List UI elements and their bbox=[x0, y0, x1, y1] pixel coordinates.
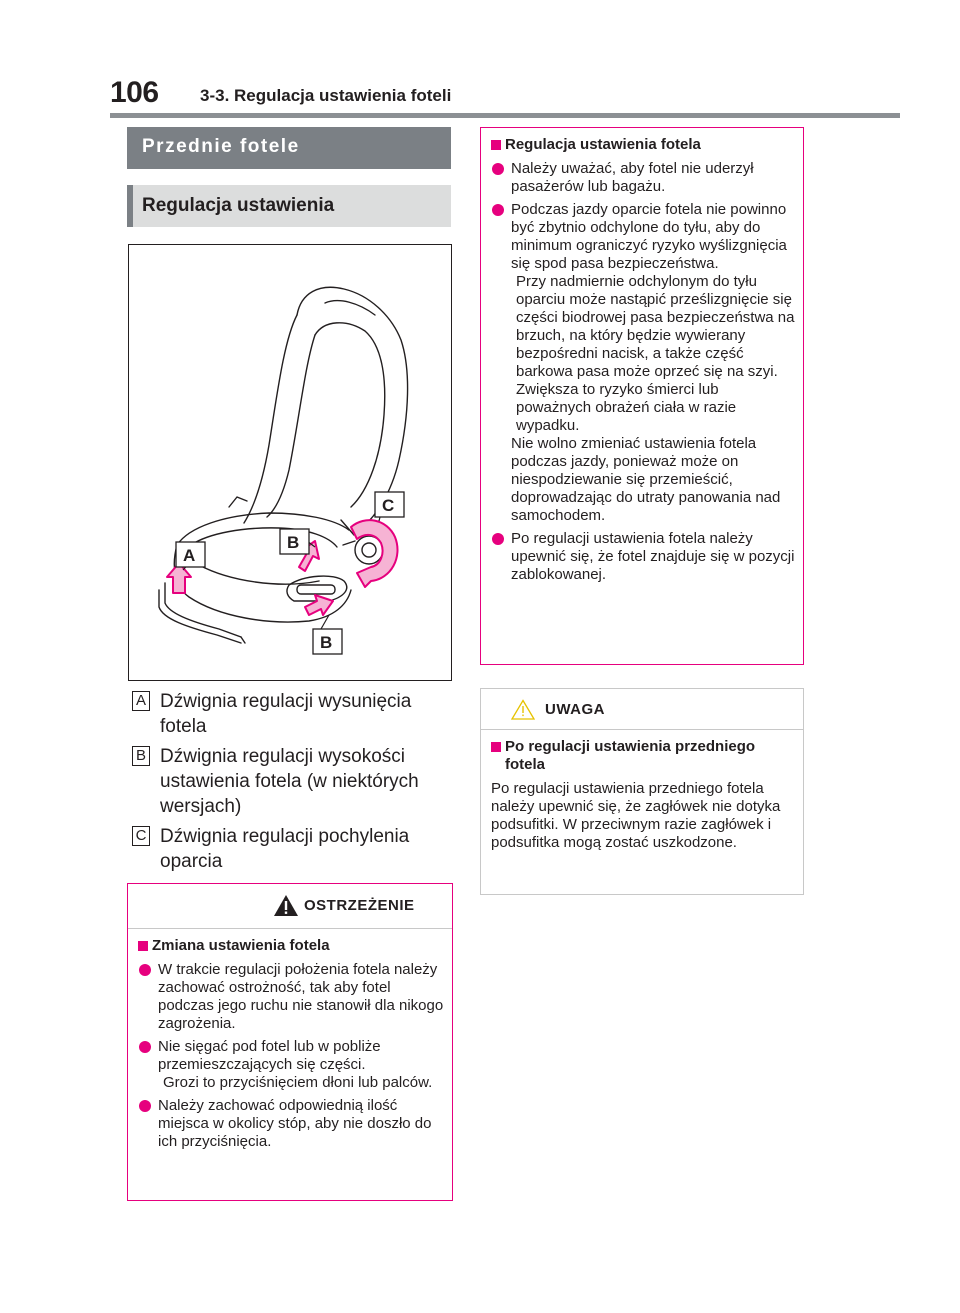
callout-c: C bbox=[382, 496, 395, 515]
warning-title: OSTRZEŻENIE bbox=[304, 897, 415, 914]
warning-bullet bbox=[138, 961, 444, 1033]
warning-header bbox=[128, 884, 452, 929]
caution-triangle-outline-icon bbox=[511, 699, 535, 720]
warning-subheading-text: Zmiana ustawienia fotela bbox=[152, 937, 330, 954]
callout-b-bottom: B bbox=[320, 633, 333, 652]
bullet-dot-icon bbox=[139, 1100, 151, 1112]
square-bullet-icon bbox=[138, 941, 148, 951]
bullet-dot-icon bbox=[492, 163, 504, 175]
legend-text: Dźwignia regulacji wysokości ustawienia fotela (w niektórych wersjach) bbox=[160, 746, 419, 817]
warning-subheading bbox=[138, 937, 444, 955]
banner-stripe bbox=[127, 185, 133, 227]
legend-key: C bbox=[132, 826, 150, 846]
legend-text: Dźwignia regulacji pochylenia oparcia bbox=[160, 826, 410, 872]
continued-bullet-text: Po regulacji ustawienia fotela należy upewnić się, że fotel znajduje się w pozycji zablokowanej. bbox=[511, 530, 795, 583]
section-title: 3-3. Regulacja ustawienia foteli bbox=[200, 86, 452, 105]
legend-text: Dźwignia regulacji wysunięcia fotela bbox=[160, 691, 412, 737]
continued-bullet bbox=[491, 530, 795, 584]
warning-bullet bbox=[138, 1097, 444, 1151]
legend-item-a bbox=[127, 689, 451, 739]
page-number: 106 bbox=[110, 76, 159, 109]
notice-header bbox=[481, 689, 803, 730]
seat-drawing bbox=[129, 245, 451, 680]
main-heading: Przednie fotele bbox=[142, 136, 300, 157]
legend bbox=[127, 689, 451, 879]
continued-body bbox=[481, 128, 803, 597]
legend-key: B bbox=[132, 746, 150, 766]
warning-triangle-icon bbox=[273, 894, 299, 917]
notice-body bbox=[481, 730, 803, 865]
main-heading-banner bbox=[127, 127, 451, 169]
warning-bullet-text: Nie sięgać pod fotel lub w pobliże przemieszczających się części. bbox=[158, 1038, 381, 1073]
notice-subheading-text: Po regulacji ustawienia przedniego fotela bbox=[505, 738, 756, 773]
notice-text: Po regulacji ustawienia przedniego fotela należy upewnić się, że zagłówek nie dotyka podsufitki. W przeciwnym razie zagłówek i podsufitka mogą zostać uszkodzone. bbox=[491, 780, 781, 851]
continued-subheading bbox=[491, 136, 795, 154]
continued-bullet bbox=[491, 201, 795, 525]
warning-box bbox=[127, 883, 453, 1201]
sub-heading: Regulacja ustawienia bbox=[142, 195, 335, 216]
seat-illustration bbox=[128, 244, 452, 681]
bullet-dot-icon bbox=[492, 533, 504, 545]
continued-subheading-text: Regulacja ustawienia fotela bbox=[505, 136, 701, 153]
legend-key: A bbox=[132, 691, 150, 711]
warning-bullet bbox=[138, 1038, 444, 1092]
notice-box bbox=[480, 688, 804, 895]
continued-bullet-para: Nie wolno zmieniać ustawienia fotela podczas jazdy, ponieważ może on niespodziewanie się przemieścić, doprowadzając do utraty panowania nad samochodem. bbox=[511, 435, 781, 524]
continued-bullet-text: Należy uważać, aby fotel nie uderzył pasażerów lub bagażu. bbox=[511, 160, 754, 195]
continued-bullet-para: Przy nadmiernie odchylonym do tyłu oparciu może nastąpić prześlizgnięcie się części biodrowej pasa bezpieczeństwa na brzuch, na który będzie wywierany bezpośredni nacisk, a także część barkowa pasa może oprzeć się na szyi. Zwiększa to ryzyko śmierci lub poważnych obrażeń ciała w razie wypadku. bbox=[516, 273, 795, 434]
continued-warning-box bbox=[480, 127, 804, 665]
continued-bullet-text: Podczas jazdy oparcie fotela nie powinno być zbytnio odchylone do tyłu, aby do minimum ograniczyć ryzyko wyślizgnięcia się spod pasa bezpieczeństwa. bbox=[511, 201, 787, 272]
notice-subheading bbox=[491, 738, 795, 774]
square-bullet-icon bbox=[491, 742, 501, 752]
header-rule bbox=[110, 113, 900, 118]
warning-bullet-text: W trakcie regulacji położenia fotela należy zachować ostrożność, tak aby fotel podczas jego ruchu nie stanowił dla nikogo zagrożenia. bbox=[158, 961, 444, 1032]
notice-title: UWAGA bbox=[545, 701, 605, 718]
bullet-dot-icon bbox=[139, 1041, 151, 1053]
sub-heading-banner bbox=[127, 185, 451, 227]
square-bullet-icon bbox=[491, 140, 501, 150]
warning-bullet-extra: Grozi to przyciśnięciem dłoni lub palców. bbox=[163, 1074, 433, 1091]
continued-bullet bbox=[491, 160, 795, 196]
bullet-dot-icon bbox=[139, 964, 151, 976]
legend-item-b bbox=[127, 744, 451, 819]
bullet-dot-icon bbox=[492, 204, 504, 216]
warning-bullet-text: Należy zachować odpowiednią ilość miejsca w okolicy stóp, aby nie doszło do ich przyciśnięcia. bbox=[158, 1097, 432, 1150]
callout-b-top: B bbox=[287, 533, 300, 552]
legend-item-c bbox=[127, 824, 451, 874]
callout-a: A bbox=[183, 546, 196, 565]
warning-body bbox=[128, 929, 452, 1164]
